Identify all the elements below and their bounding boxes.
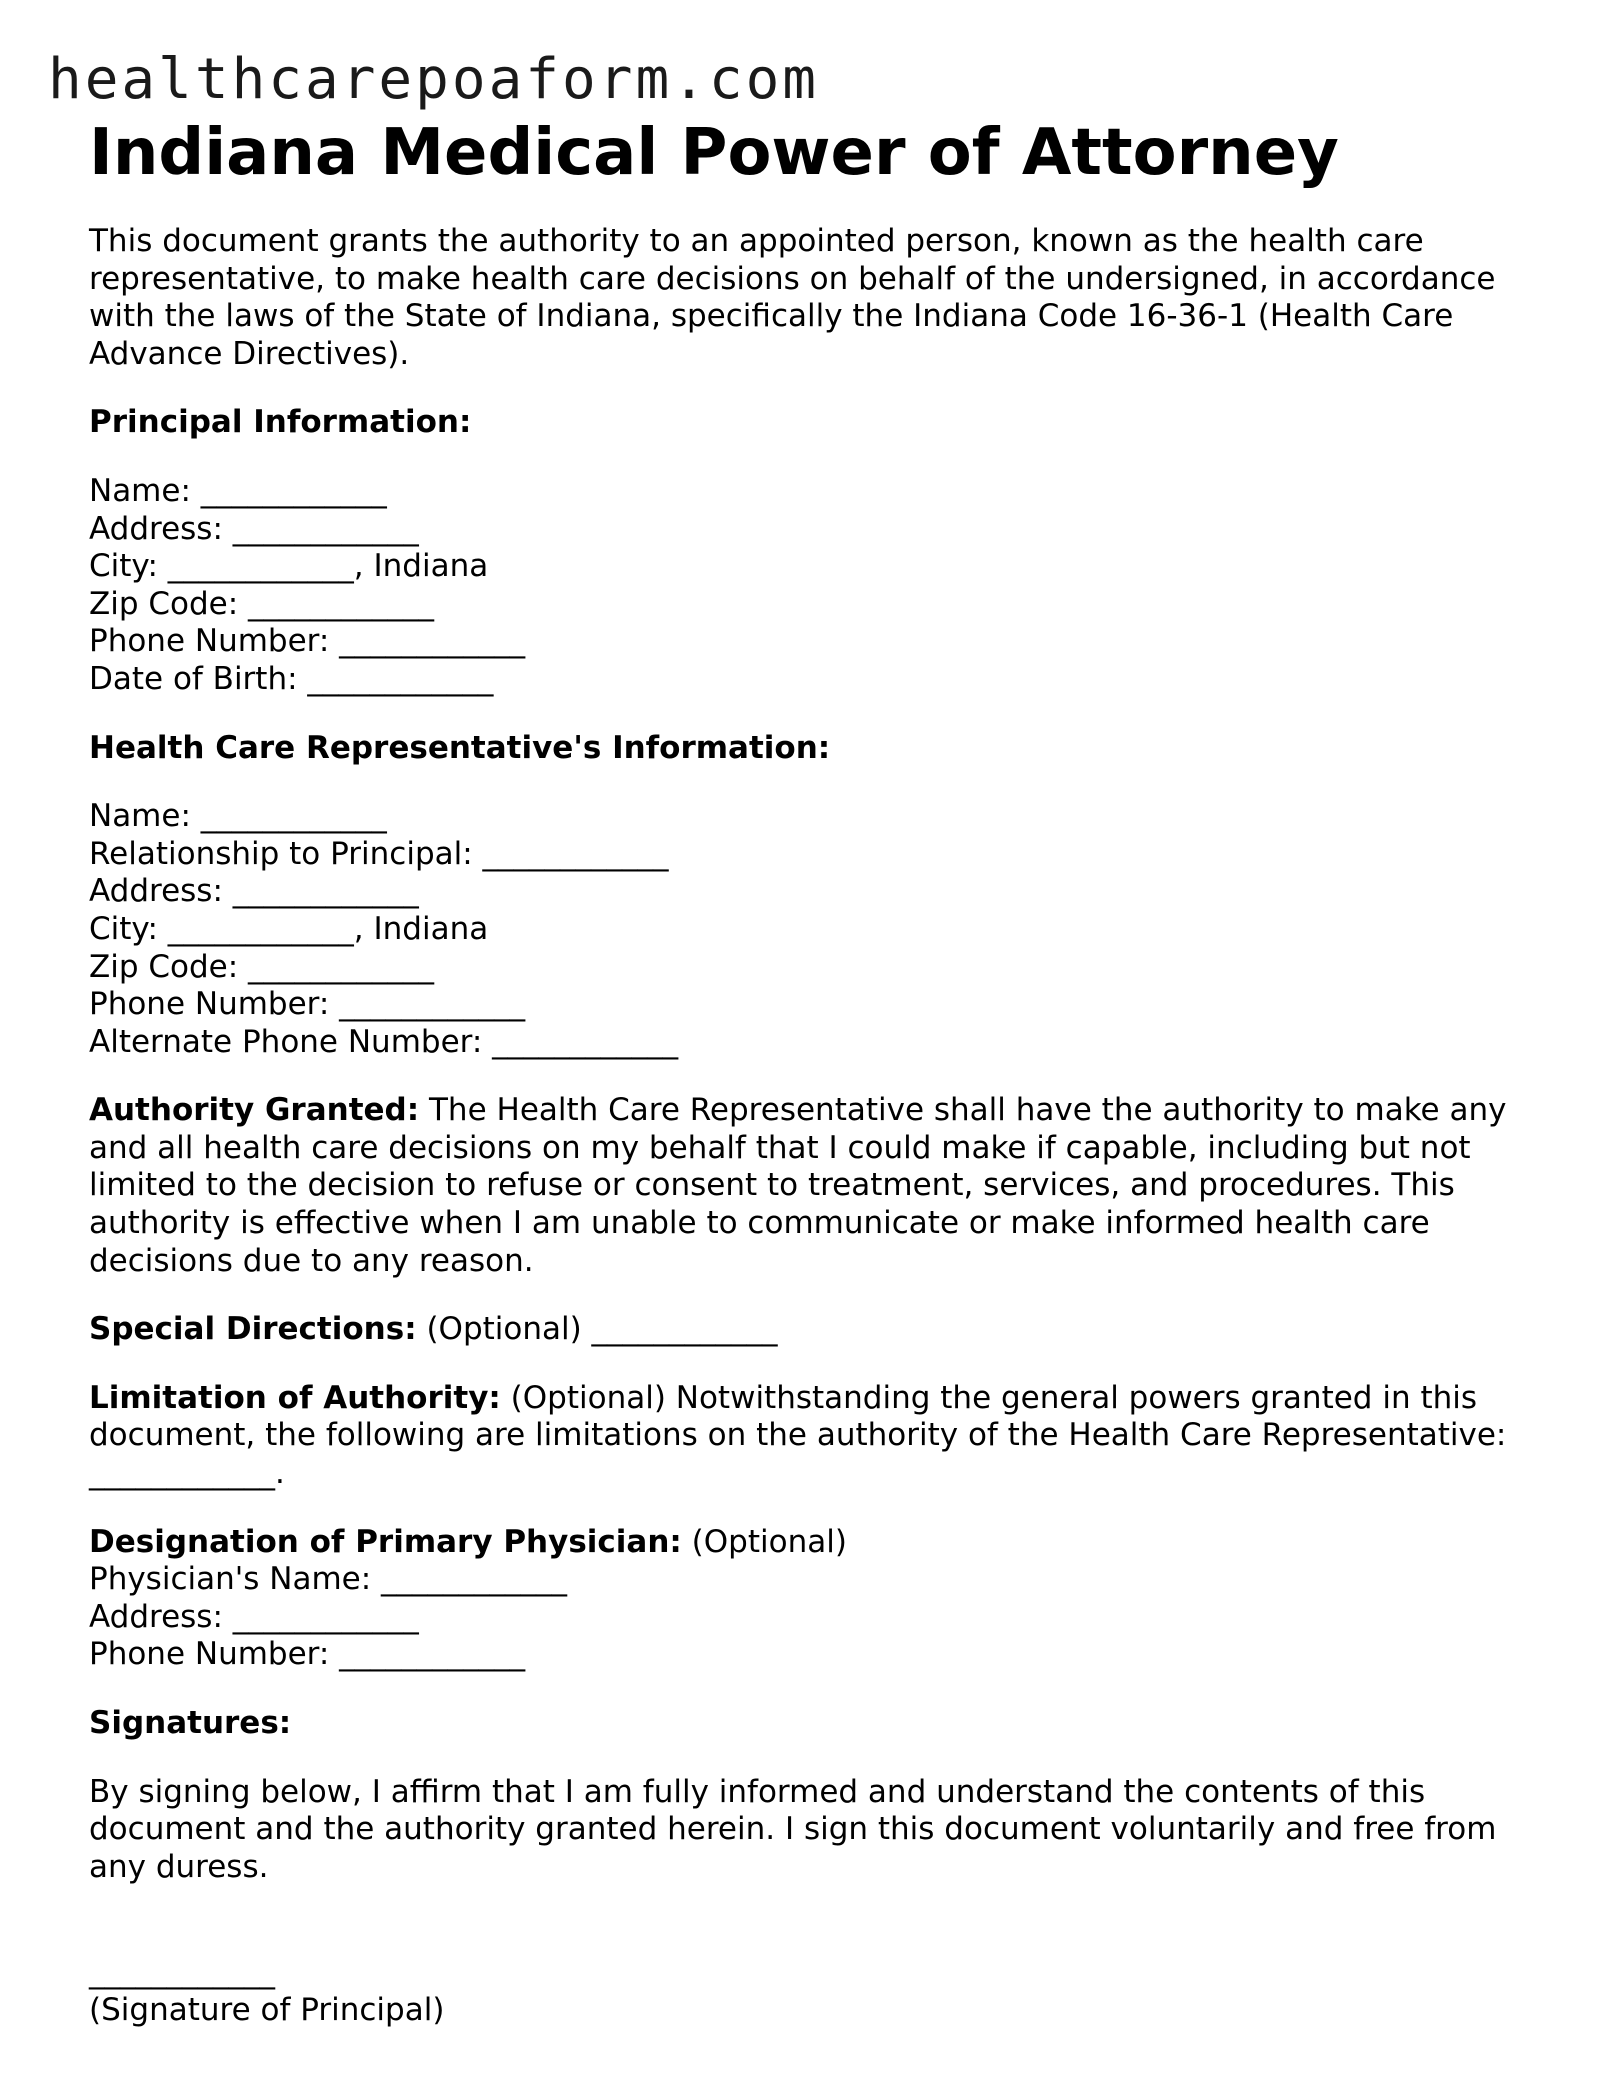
representative-name-field[interactable]: Name: ____________	[89, 798, 387, 835]
limitation-text: (Optional) Notwithstanding the general powers granted in this document, the following are limitations on the authority of the Health Care Representative: ____________.	[89, 1379, 1507, 1492]
intro-paragraph: This document grants the authority to an appointed person, known as the health care representative, to make health care decisions on behalf of the undersigned, in accordance with the laws of the State of Indiana, specifically the Indiana Code 16-36-1 (Health Care Advance Directives).	[89, 223, 1496, 372]
principal-heading: Principal Information:	[89, 404, 472, 441]
principal-signature-line[interactable]: ____________	[89, 1954, 275, 1991]
representative-heading: Health Care Representative's Information:	[89, 729, 831, 766]
principal-address-field[interactable]: Address: ____________	[89, 510, 419, 547]
physician-section	[89, 1524, 1529, 1674]
physician-name-field[interactable]: Physician's Name: ____________	[89, 1561, 568, 1598]
principal-fields	[89, 473, 1529, 699]
document-title: Indiana Medical Power of Attorney	[89, 116, 1339, 190]
principal-dob-field[interactable]: Date of Birth: ____________	[89, 660, 494, 697]
special-directions-paragraph[interactable]	[89, 1311, 1529, 1349]
physician-address-field[interactable]: Address: ____________	[89, 1598, 419, 1635]
representative-relationship-field[interactable]: Relationship to Principal: ____________	[89, 835, 669, 872]
representative-zip-field[interactable]: Zip Code: ____________	[89, 948, 435, 985]
physician-heading	[89, 1524, 1529, 1562]
document-body	[89, 113, 1529, 2030]
principal-city-field[interactable]: City: ____________, Indiana	[89, 548, 489, 585]
principal-zip-field[interactable]: Zip Code: ____________	[89, 585, 435, 622]
principal-name-field[interactable]: Name: ____________	[89, 472, 387, 509]
principal-signature-block	[89, 1954, 1529, 2029]
special-directions-label: Special Directions:	[89, 1311, 417, 1348]
representative-alt-phone-field[interactable]: Alternate Phone Number: ____________	[89, 1023, 679, 1060]
signatures-paragraph: By signing below, I affirm that I am fully informed and understand the contents of this document and the authority granted herein. I sign this document voluntarily and free from any duress.	[89, 1773, 1497, 1885]
representative-phone-field[interactable]: Phone Number: ____________	[89, 986, 526, 1023]
authority-label: Authority Granted:	[89, 1092, 420, 1129]
principal-phone-field[interactable]: Phone Number: ____________	[89, 623, 526, 660]
physician-optional-text: (Optional)	[681, 1523, 847, 1560]
representative-address-field[interactable]: Address: ____________	[89, 873, 419, 910]
special-directions-text: (Optional) ____________	[416, 1311, 778, 1348]
authority-paragraph	[89, 1092, 1529, 1280]
limitation-label: Limitation of Authority:	[89, 1379, 501, 1416]
physician-phone-field[interactable]: Phone Number: ____________	[89, 1636, 526, 1673]
representative-city-field[interactable]: City: ____________, Indiana	[89, 910, 489, 947]
authority-text: The Health Care Representative shall have the authority to make any and all health care decisions on my behalf that I could make if capable, including but not limited to the decision to refuse or consent to treatment, services, and procedures. This authority is effective when I am unable to communicate or make informed health care decisions due to any reason.	[89, 1092, 1507, 1279]
site-watermark: healthcarepoaform.com	[48, 47, 820, 112]
physician-label: Designation of Primary Physician:	[89, 1523, 682, 1560]
representative-fields	[89, 798, 1529, 1061]
signatures-heading: Signatures:	[89, 1705, 292, 1741]
principal-signature-caption: (Signature of Principal)	[89, 1991, 445, 2028]
limitation-paragraph[interactable]	[89, 1380, 1529, 1493]
